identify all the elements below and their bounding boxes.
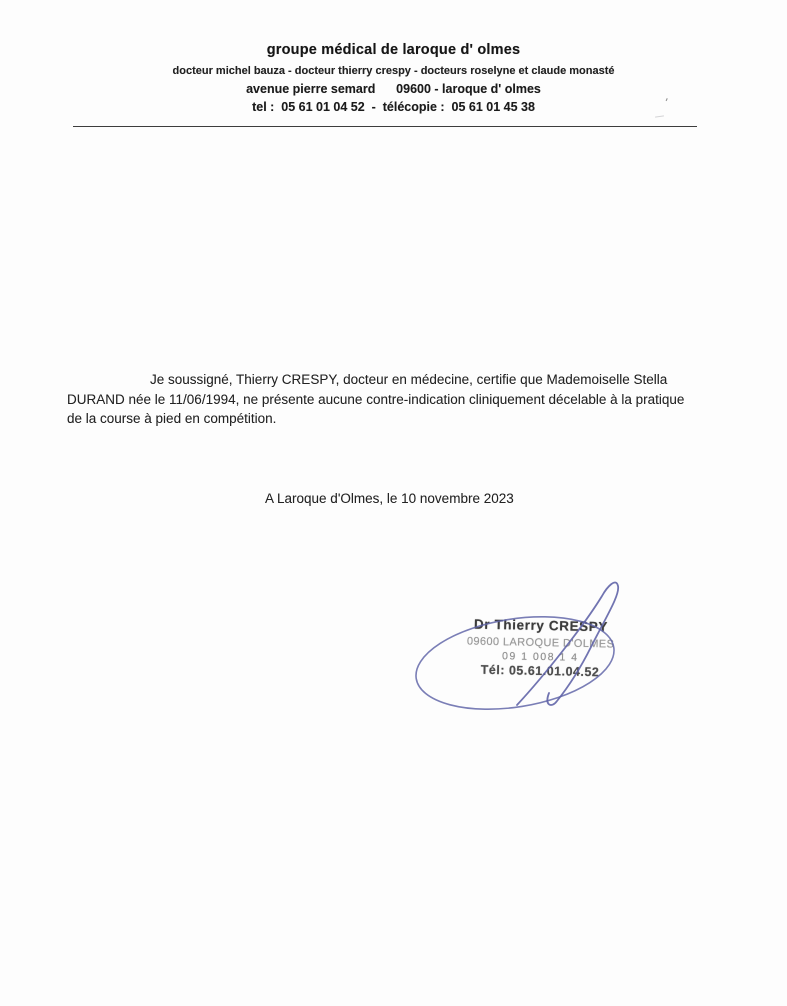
signature-loop	[409, 604, 620, 722]
doctor-names-line: docteur michel bauza - docteur thierry crespy - docteurs roselyne et claude monasté	[172, 65, 615, 77]
practice-name: groupe médical de laroque d' olmes	[266, 42, 521, 58]
header-divider	[73, 126, 697, 127]
signature-ink	[405, 565, 645, 730]
letterhead	[0, 42, 787, 118]
stamp-phone: Tél: 05.61.01.04.52	[480, 662, 600, 680]
stamp-registration-code: 09 1 008 1 4	[502, 649, 579, 664]
paragraph-line: Je soussigné, Thierry CRESPY, docteur en médecine, certifie que Mademoiselle Stella	[150, 372, 668, 387]
place-and-date-line: A Laroque d'Olmes, le 10 novembre 2023	[265, 491, 514, 506]
stamp-doctor-name: Dr Thierry CRESPY	[473, 616, 609, 635]
stamp-city-line: 09600 LAROQUE D'OLMES	[466, 634, 615, 651]
paragraph-line: de la course à pied en compétition.	[67, 411, 277, 426]
scan-tick-artifact: '	[662, 94, 669, 111]
practice-phone-fax: tel : 05 61 01 04 52 - télécopie : 05 61 01 45 38	[252, 100, 535, 114]
paragraph-line: DURAND née le 11/06/1994, ne présente aucune contre-indication cliniquement décelable à la pratique	[67, 391, 685, 407]
practice-address: avenue pierre semard 09600 - laroque d' olmes	[246, 82, 541, 96]
certificate-paragraph	[67, 370, 727, 429]
signature-flourish	[517, 582, 618, 705]
